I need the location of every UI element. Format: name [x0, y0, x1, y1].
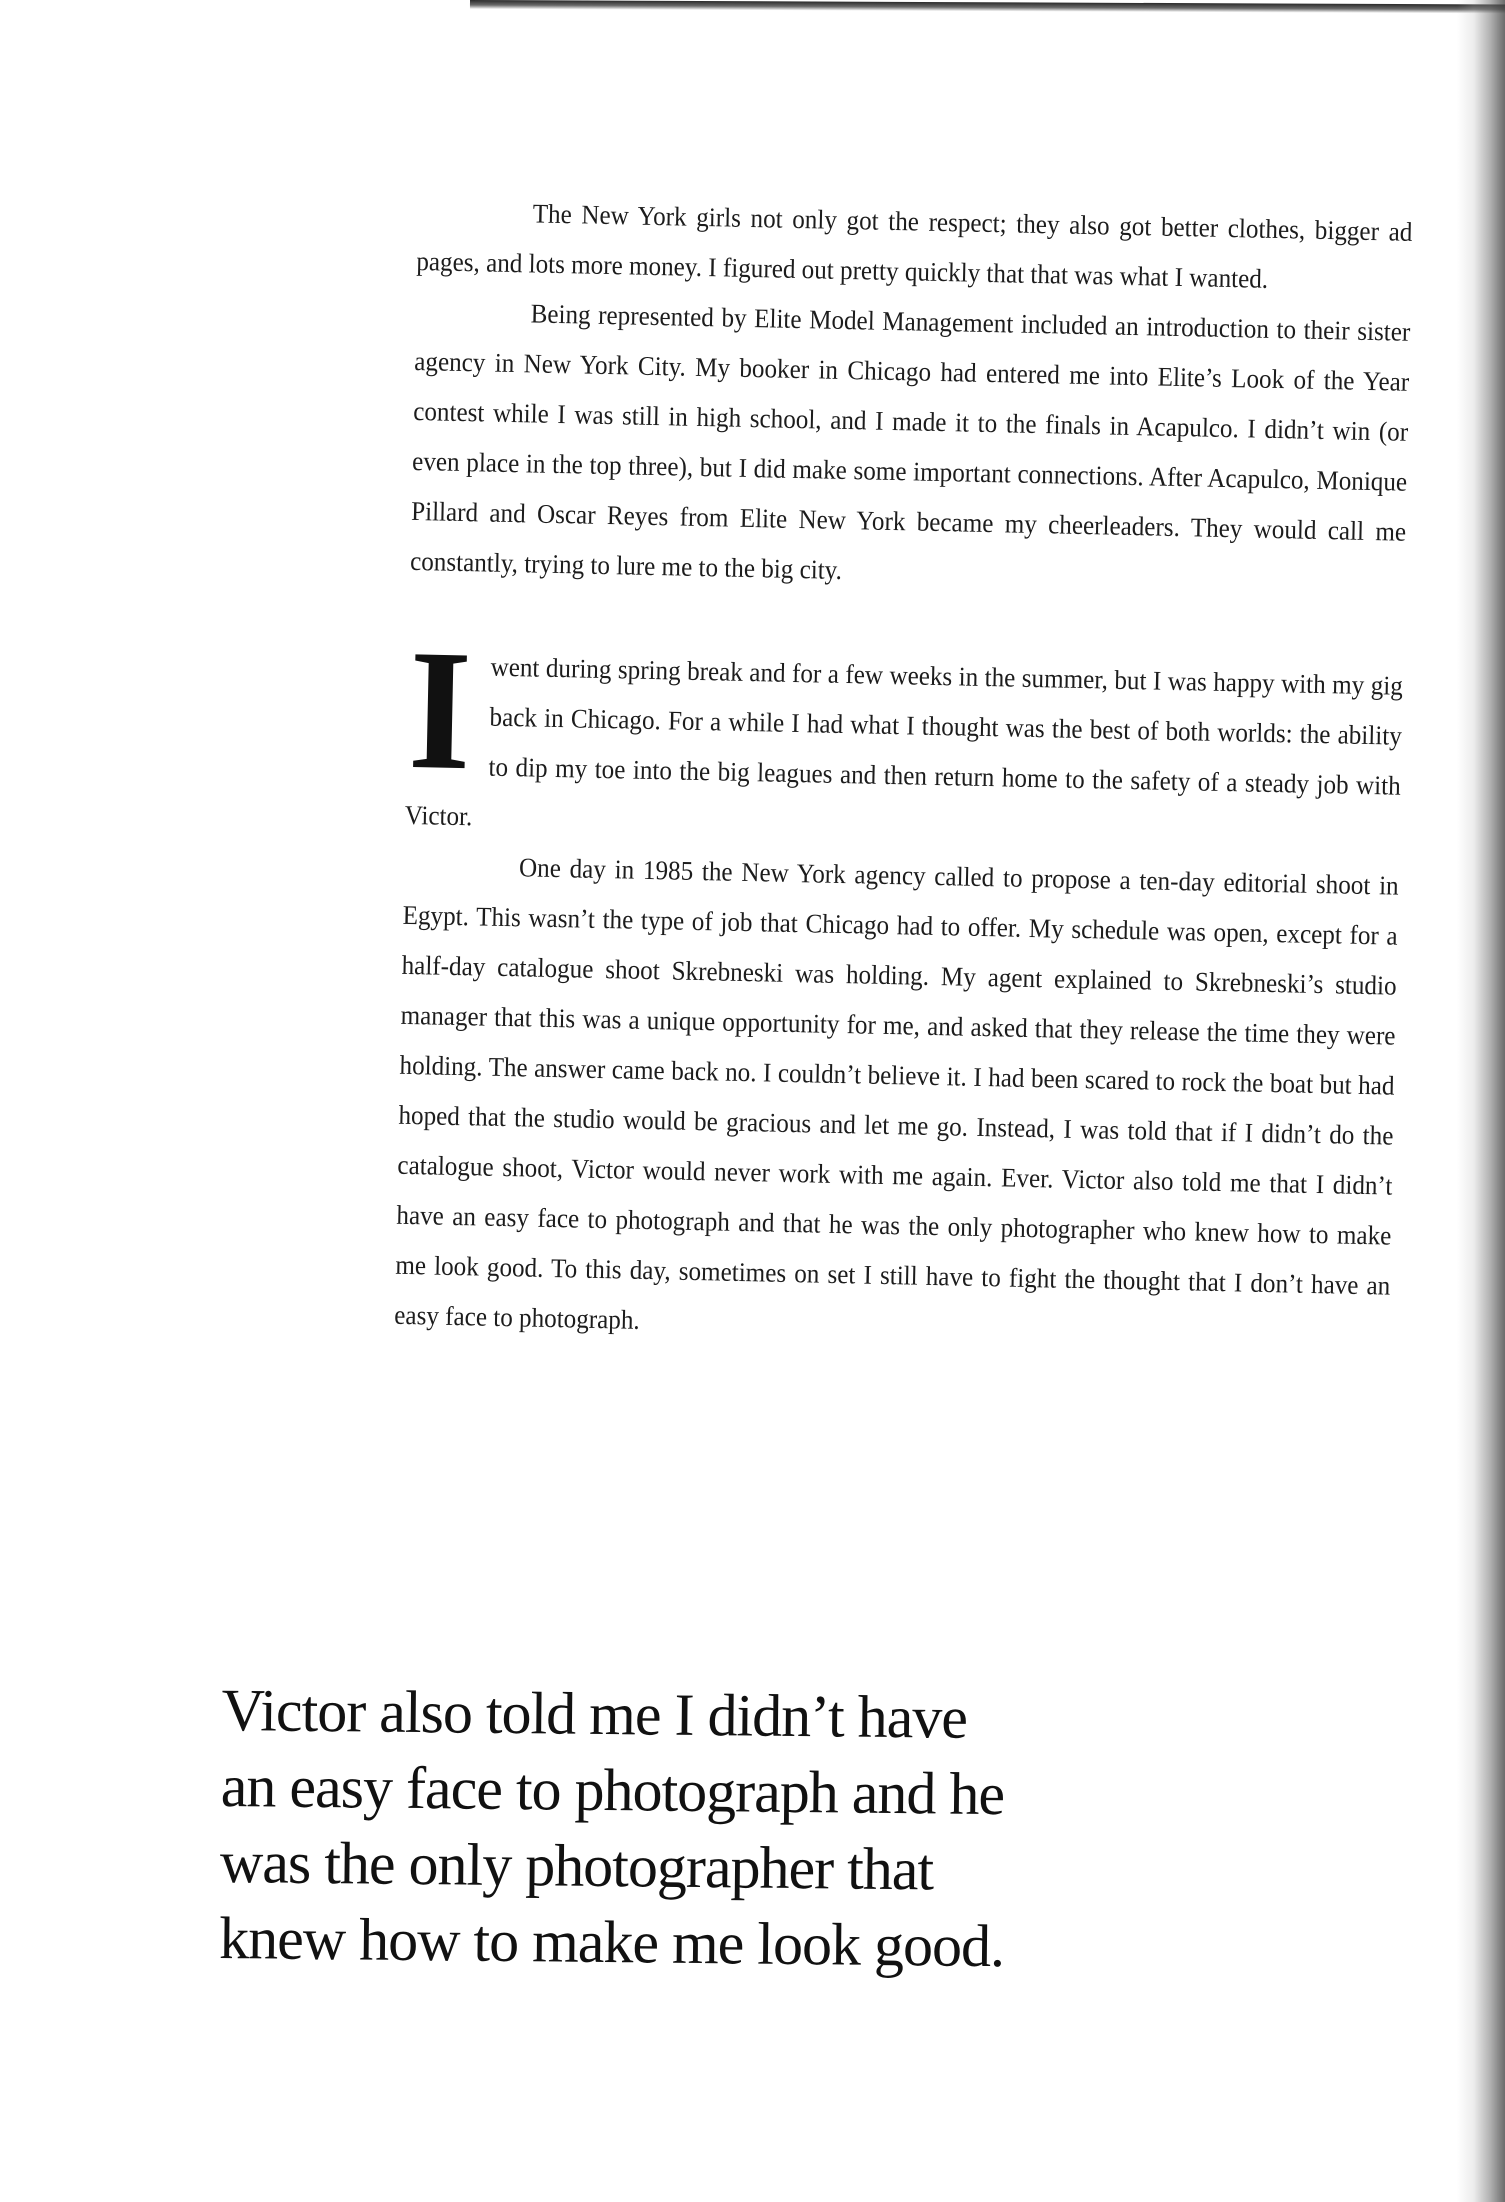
paragraph-2: Being represented by Elite Model Management included an introduction to their sister agency in New York City. My booker in Chicago had entered me into Elite’s Look of the Year contest while I was still in high school, and I made it to the finals in Acapulco. I didn’t win (or even place in the top three), but I did make some important connections. After Acapulco, Monique Pillard and Oscar Reyes from Elite New York became my cheerleaders. They would call me constantly, trying to lure me to the big city. — [409, 298, 1411, 585]
pull-quote-line: Victor also told me I didn’t have — [221, 1676, 968, 1751]
drop-cap: I — [406, 614, 474, 807]
pull-quote-line: knew how to make me look good. — [218, 1904, 1005, 1980]
pull-quote — [219, 1672, 1062, 1985]
pull-quote-line: an easy face to photograph and he — [220, 1752, 1005, 1828]
paragraph-3 — [404, 614, 1404, 861]
paragraph-4: One day in 1985 the New York agency called to propose a ten-day editorial shoot in Egypt. This wasn’t the type of job that Chicago had to offer. My schedule was open, except for a half-day catalogue shoot Skrebneski was holding. My agent explained to Skrebneski’s studio manager that this was a unique opportunity for me, and asked that they release the time they were holding. The answer came back no. I couldn’t believe it. I had been scared to rock the boat but had hoped that the studio would be gracious and let me go. Instead, I was told that if I didn’t do the catalogue shoot, Victor would never work with me again. Ever. Victor also told me that I didn’t have an easy face to photograph and that he was the only photographer who knew how to make me look good. To this day, sometimes on set I still have to fight the thought that I don’t have an easy face to photograph. — [394, 852, 1399, 1335]
paragraph-3-text: went during spring break and for a few weeks in the summer, but I was happy with my gig back in Chicago. For a while I had what I thought was the best of both worlds: the ability to dip my toe into the big leagues and then return home to the safety of a steady job with Victor. — [404, 651, 1404, 832]
scan-top-edge — [470, 0, 1505, 14]
paragraph-1: The New York girls not only got the respect; they also got better clothes, bigger ad pages, and lots more money. I figured out pretty quickly that that was what I wanted. — [416, 198, 1413, 294]
pull-quote-line: was the only photographer that — [219, 1828, 934, 1903]
scan-page-gutter-shadow — [1457, 0, 1505, 2202]
article-body — [394, 186, 1413, 1361]
